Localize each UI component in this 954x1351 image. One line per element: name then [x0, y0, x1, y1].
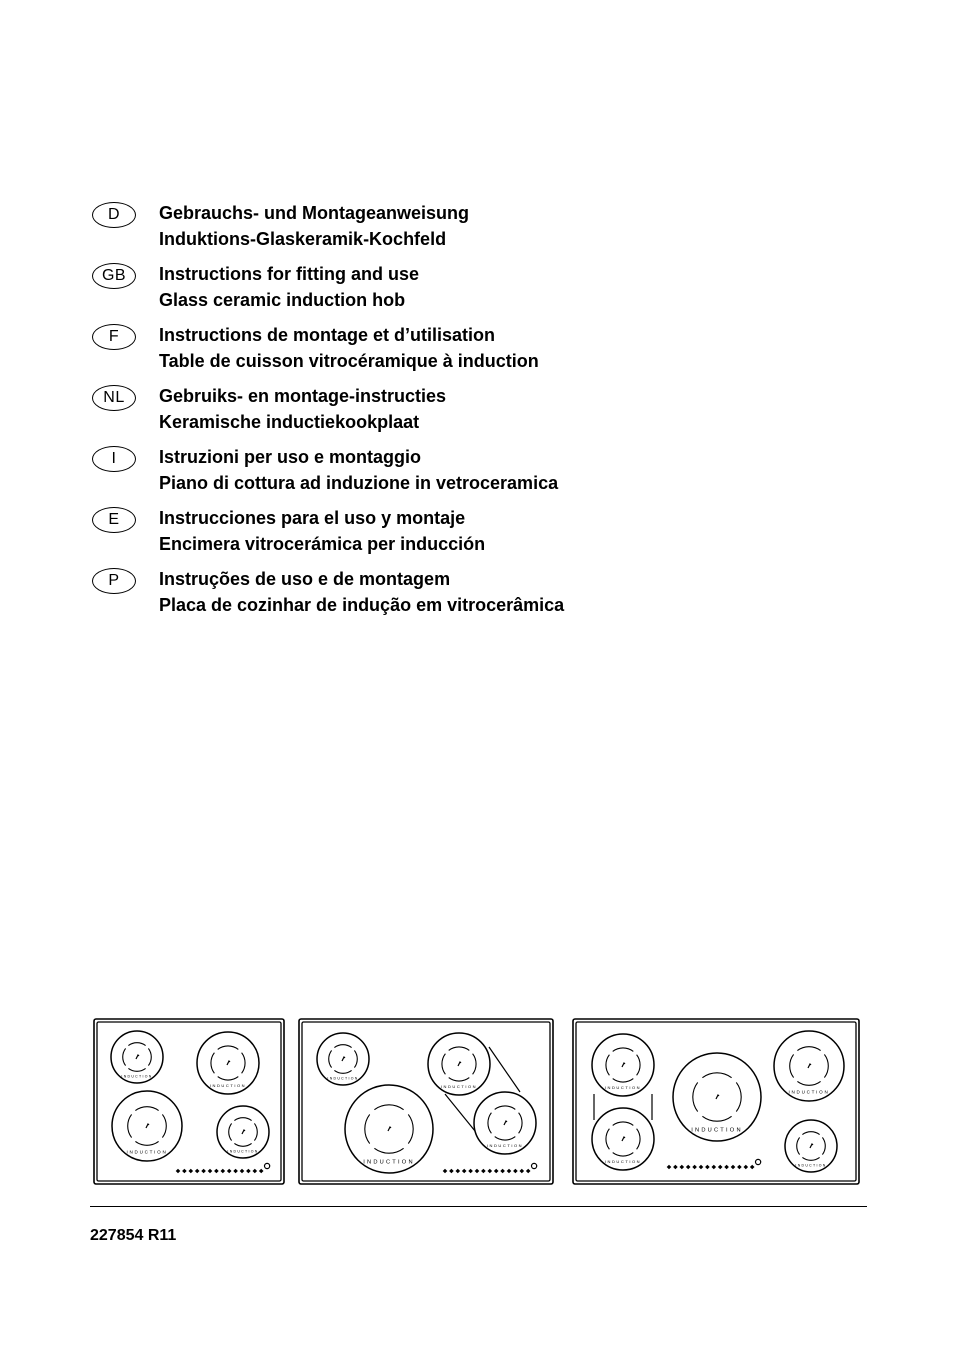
language-heading — [159, 445, 558, 496]
zone-inner-ring — [374, 1105, 403, 1110]
zone-center-mark — [458, 1062, 461, 1066]
zone-inner-ring — [135, 1141, 158, 1145]
zone-induction-label: INDUCTION — [604, 1159, 642, 1165]
zone-inner-ring — [790, 1054, 794, 1077]
document-number: 227854 R11 — [90, 1227, 177, 1244]
zone-induction-label: INDUCTION — [209, 1083, 247, 1089]
hob-illustrations — [90, 1012, 865, 1190]
zone-inner-ring — [613, 1122, 634, 1125]
zone-inner-ring — [354, 1050, 357, 1067]
manual-title: Gebrauchs- und Montageanweisung — [159, 203, 470, 223]
language-code-badge: GB — [92, 263, 136, 289]
control-diamond — [680, 1165, 685, 1170]
control-diamond — [686, 1165, 691, 1170]
control-diamond — [182, 1169, 187, 1174]
zone-inner-ring — [473, 1054, 476, 1075]
zone-inner-ring — [519, 1113, 522, 1134]
language-heading — [159, 323, 539, 374]
zone-center-mark — [808, 1064, 811, 1068]
control-diamond — [744, 1165, 749, 1170]
zone-inner-ring — [408, 1114, 413, 1143]
language-code-badge: I — [92, 446, 136, 472]
zone-inner-ring — [702, 1073, 731, 1078]
control-diamond — [443, 1169, 448, 1174]
zone-inner-ring — [218, 1046, 239, 1049]
language-entry-de — [92, 201, 712, 253]
zone-inner-ring — [374, 1148, 403, 1153]
control-diamond — [227, 1169, 232, 1174]
zone-center-mark — [622, 1137, 625, 1141]
zone-center-mark — [622, 1063, 625, 1067]
control-diamond — [526, 1169, 531, 1174]
control-diamond — [176, 1169, 181, 1174]
control-diamond — [500, 1169, 505, 1174]
control-diamond — [481, 1169, 486, 1174]
manual-title: Instructions for fitting and use — [159, 264, 419, 284]
control-diamond — [189, 1169, 194, 1174]
language-heading — [159, 567, 564, 618]
control-diamond — [731, 1165, 736, 1170]
appliance-name: Encimera vitrocerámica per inducción — [159, 533, 486, 554]
control-diamond — [462, 1169, 467, 1174]
control-diamond — [221, 1169, 226, 1174]
bridge-line — [445, 1094, 475, 1131]
zone-inner-ring — [637, 1055, 640, 1076]
control-diamond — [259, 1169, 264, 1174]
appliance-name: Placa de cozinhar de indução em vitrocerâmica — [159, 594, 565, 615]
control-diamond — [712, 1165, 717, 1170]
language-code-badge: P — [92, 568, 136, 594]
zone-inner-ring — [123, 1048, 126, 1065]
language-entry-gb — [92, 262, 712, 314]
control-diamond — [699, 1165, 704, 1170]
control-diamond — [449, 1169, 454, 1174]
control-diamond — [724, 1165, 729, 1170]
zone-inner-ring — [736, 1082, 741, 1111]
power-control — [756, 1159, 761, 1164]
zone-induction-label: INDUCTION — [363, 1159, 415, 1166]
language-entry-e — [92, 506, 712, 558]
zone-inner-ring — [254, 1123, 257, 1140]
language-code-badge: D — [92, 202, 136, 228]
zone-induction-label: INDUCTION — [604, 1085, 642, 1091]
zone-center-mark — [227, 1061, 230, 1065]
zone-inner-ring — [797, 1081, 820, 1085]
language-entry-nl — [92, 384, 712, 436]
hob-2-inner — [302, 1022, 550, 1181]
zone-induction-label: INDUCTION — [486, 1143, 524, 1149]
control-diamond — [233, 1169, 238, 1174]
control-diamond — [475, 1169, 480, 1174]
zone-inner-ring — [211, 1053, 214, 1074]
zone-inner-ring — [148, 1048, 151, 1065]
appliance-name: Glass ceramic induction hob — [159, 289, 406, 310]
zone-inner-ring — [495, 1137, 516, 1140]
zone-inner-ring — [334, 1070, 351, 1073]
zone-center-mark — [146, 1124, 149, 1128]
zone-inner-ring — [234, 1143, 251, 1146]
zone-induction-label: INDUCTION — [795, 1163, 827, 1168]
zone-inner-ring — [802, 1157, 819, 1160]
zone-inner-ring — [802, 1132, 819, 1135]
zone-center-mark — [342, 1057, 345, 1061]
zone-inner-ring — [637, 1129, 640, 1150]
control-diamond — [507, 1169, 512, 1174]
zone-inner-ring — [822, 1137, 825, 1154]
manual-title: Instructions de montage et d’utilisation — [159, 325, 496, 345]
control-diamond — [488, 1169, 493, 1174]
zone-center-mark — [136, 1055, 139, 1059]
zone-inner-ring — [488, 1113, 491, 1134]
zone-inner-ring — [162, 1114, 166, 1137]
zone-inner-ring — [449, 1047, 470, 1050]
zone-inner-ring — [234, 1118, 251, 1121]
control-diamond — [692, 1165, 697, 1170]
zone-inner-ring — [229, 1123, 232, 1140]
control-diamond — [667, 1165, 672, 1170]
language-heading — [159, 506, 485, 557]
zone-inner-ring — [128, 1114, 132, 1137]
zone-induction-label: INDUCTION — [691, 1127, 743, 1134]
zone-center-mark — [504, 1121, 507, 1125]
zone-inner-ring — [613, 1079, 634, 1082]
zone-inner-ring — [334, 1045, 351, 1048]
control-diamond — [737, 1165, 742, 1170]
zone-center-mark — [716, 1095, 719, 1099]
control-diamond — [208, 1169, 213, 1174]
zone-inner-ring — [702, 1116, 731, 1121]
control-diamond — [705, 1165, 710, 1170]
zone-center-mark — [810, 1144, 813, 1148]
control-diamond — [468, 1169, 473, 1174]
language-heading — [159, 201, 469, 252]
zone-inner-ring — [242, 1053, 245, 1074]
zone-inner-ring — [613, 1153, 634, 1156]
language-heading — [159, 262, 419, 313]
manual-title: Instrucciones para el uso y montaje — [159, 508, 466, 528]
zone-inner-ring — [442, 1054, 445, 1075]
zone-inner-ring — [218, 1077, 239, 1080]
control-diamond — [494, 1169, 499, 1174]
zone-inner-ring — [128, 1068, 145, 1071]
zone-inner-ring — [606, 1129, 609, 1150]
appliance-name: Keramische inductiekookplaat — [159, 411, 420, 432]
appliance-name: Piano di cottura ad induzione in vetroceramica — [159, 472, 559, 493]
zone-inner-ring — [613, 1048, 634, 1051]
zone-induction-label: INDUCTION — [440, 1084, 478, 1090]
zone-inner-ring — [693, 1082, 698, 1111]
zone-inner-ring — [128, 1043, 145, 1046]
appliance-name: Induktions-Glaskeramik-Kochfeld — [159, 228, 447, 249]
zone-induction-label: INDUCTION — [121, 1074, 153, 1079]
zone-center-mark — [242, 1130, 245, 1134]
control-diamond — [253, 1169, 258, 1174]
footer-divider — [90, 1206, 867, 1207]
control-diamond — [520, 1169, 525, 1174]
language-heading — [159, 384, 446, 435]
zone-inner-ring — [797, 1137, 800, 1154]
hob-3-inner — [576, 1022, 856, 1181]
control-diamond — [750, 1165, 755, 1170]
control-diamond — [673, 1165, 678, 1170]
zone-inner-ring — [135, 1107, 158, 1111]
zone-inner-ring — [449, 1078, 470, 1081]
language-entry-i — [92, 445, 712, 497]
control-diamond — [246, 1169, 251, 1174]
zone-induction-label: INDUCTION — [227, 1149, 259, 1154]
language-code-badge: F — [92, 324, 136, 350]
language-code-badge: E — [92, 507, 136, 533]
language-entry-p — [92, 567, 712, 619]
control-diamond — [456, 1169, 461, 1174]
manual-title: Instruções de uso e de montagem — [159, 569, 451, 589]
control-diamond — [718, 1165, 723, 1170]
bridge-line — [489, 1047, 520, 1092]
zone-inner-ring — [824, 1054, 828, 1077]
appliance-name: Table de cuisson vitrocéramique à induction — [159, 350, 539, 371]
manual-title: Istruzioni per uso e montaggio — [159, 447, 422, 467]
zone-inner-ring — [365, 1114, 370, 1143]
power-control — [532, 1163, 537, 1168]
control-diamond — [201, 1169, 206, 1174]
zone-inner-ring — [495, 1106, 516, 1109]
zone-induction-label: INDUCTION — [327, 1076, 359, 1081]
language-entry-f — [92, 323, 712, 375]
zone-induction-label: INDUCTION — [788, 1089, 830, 1095]
control-diamond — [240, 1169, 245, 1174]
zone-induction-label: INDUCTION — [126, 1149, 168, 1155]
control-diamond — [214, 1169, 219, 1174]
zone-inner-ring — [329, 1050, 332, 1067]
control-diamond — [195, 1169, 200, 1174]
zone-center-mark — [388, 1127, 391, 1131]
power-control — [265, 1163, 270, 1168]
zone-inner-ring — [797, 1047, 820, 1051]
language-code-badge: NL — [92, 385, 136, 411]
control-diamond — [513, 1169, 518, 1174]
zone-inner-ring — [606, 1055, 609, 1076]
manual-title: Gebruiks- en montage-instructies — [159, 386, 447, 406]
hob-2 — [299, 1019, 553, 1184]
